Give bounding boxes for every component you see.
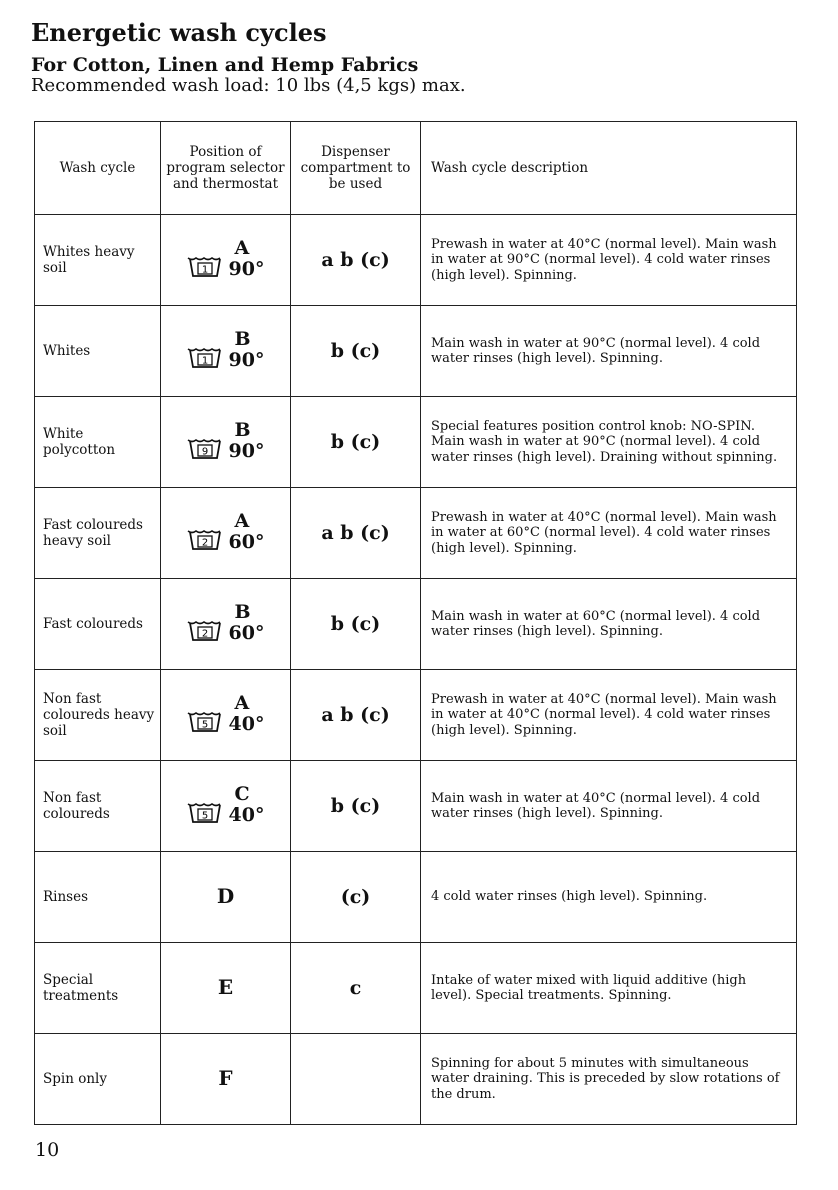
wash-tub-icon [187, 347, 223, 369]
cell-description: Spinning for about 5 minutes with simultaneous water draining. This is preceded by slow rotations of the drum. [421, 1034, 797, 1125]
cell-dispenser: b (c) [291, 761, 421, 852]
program-letter: E [217, 974, 234, 999]
cell-description: 4 cold water rinses (high level). Spinning. [421, 852, 797, 943]
cell-dispenser: b (c) [291, 306, 421, 397]
cell-program-position [161, 852, 291, 943]
tub-number: 5 [201, 810, 208, 822]
temperature: 90° [228, 440, 265, 462]
program-letter: D [216, 883, 235, 908]
cell-wash-cycle: Non fast coloureds [35, 761, 161, 852]
cell-dispenser: a b (c) [291, 215, 421, 306]
table-row [35, 852, 797, 943]
cell-program-position [161, 761, 291, 852]
table-row [35, 670, 797, 761]
cell-description: Intake of water mixed with liquid additive (high level). Special treatments. Spinning. [421, 943, 797, 1034]
program-letter: A [234, 510, 250, 532]
cell-program-position [161, 579, 291, 670]
tub-number: 1 [201, 264, 208, 276]
header-wash-cycle: Wash cycle [35, 122, 161, 215]
wash-tub-icon [187, 802, 223, 824]
cell-description: Prewash in water at 40°C (normal level). Main wash in water at 40°C (normal level). 4 cold water rinses (high level). Spinning. [421, 670, 797, 761]
cell-program-position [161, 943, 291, 1034]
cell-program-position [161, 1034, 291, 1125]
cell-description: Main wash in water at 60°C (normal level). 4 cold water rinses (high level). Spinning. [421, 579, 797, 670]
program-letter: B [234, 601, 251, 623]
cell-wash-cycle: Rinses [35, 852, 161, 943]
tub-number: 2 [201, 537, 208, 549]
table-row [35, 761, 797, 852]
cell-dispenser: b (c) [291, 579, 421, 670]
temperature: 60° [228, 622, 265, 644]
program-letter: A [234, 237, 250, 259]
program-letter: A [234, 692, 250, 714]
cell-description: Prewash in water at 40°C (normal level). Main wash in water at 60°C (normal level). 4 cold water rinses (high level). Spinning. [421, 488, 797, 579]
cell-description: Special features position control knob: NO-SPIN. Main wash in water at 90°C (normal level). 4 cold water rinses (high level). Draining without spinning. [421, 397, 797, 488]
temperature: 60° [228, 531, 265, 553]
cell-wash-cycle: Special treatments [35, 943, 161, 1034]
tub-number: 2 [201, 628, 208, 640]
table-row [35, 397, 797, 488]
cell-program-position [161, 488, 291, 579]
cell-wash-cycle: Fast coloureds [35, 579, 161, 670]
cell-program-position [161, 670, 291, 761]
cell-program-position [161, 215, 291, 306]
cell-wash-cycle: Fast coloureds heavy soil [35, 488, 161, 579]
cell-program-position [161, 306, 291, 397]
program-letter: B [234, 328, 251, 350]
wash-cycle-table [34, 121, 797, 1125]
cell-dispenser: (c) [291, 852, 421, 943]
page-number: 10 [35, 1139, 60, 1161]
wash-tub-icon [187, 711, 223, 733]
tub-number: 5 [201, 719, 208, 731]
temperature: 90° [228, 349, 265, 371]
wash-tub-icon [187, 256, 223, 278]
cell-dispenser: a b (c) [291, 670, 421, 761]
page-subtitle: For Cotton, Linen and Hemp Fabrics [31, 54, 419, 76]
cell-description: Prewash in water at 40°C (normal level). Main wash in water at 90°C (normal level). 4 cold water rinses (high level). Spinning. [421, 215, 797, 306]
table-row [35, 488, 797, 579]
cell-wash-cycle: White polycotton [35, 397, 161, 488]
cell-description: Main wash in water at 90°C (normal level). 4 cold water rinses (high level). Spinning. [421, 306, 797, 397]
cell-dispenser: b (c) [291, 397, 421, 488]
cell-dispenser: c [291, 943, 421, 1034]
cell-wash-cycle: Whites heavy soil [35, 215, 161, 306]
header-dispenser: Dispenser compartment to be used [291, 122, 421, 215]
table-row [35, 215, 797, 306]
cell-wash-cycle: Whites [35, 306, 161, 397]
header-position: Position of program selector and thermostat [161, 122, 291, 215]
cell-wash-cycle: Non fast coloureds heavy soil [35, 670, 161, 761]
page-title: Energetic wash cycles [31, 18, 327, 47]
temperature: 90° [228, 258, 265, 280]
cell-program-position [161, 397, 291, 488]
tub-number: 9 [201, 446, 208, 458]
table-row [35, 579, 797, 670]
program-letter: F [218, 1065, 233, 1090]
temperature: 40° [228, 713, 265, 735]
wash-tub-icon [187, 529, 223, 551]
temperature: 40° [228, 804, 265, 826]
cell-wash-cycle: Spin only [35, 1034, 161, 1125]
cell-dispenser: a b (c) [291, 488, 421, 579]
header-description: Wash cycle description [421, 122, 797, 215]
recommended-load: Recommended wash load: 10 lbs (4,5 kgs) max. [31, 75, 466, 96]
wash-tub-icon [187, 438, 223, 460]
table-row [35, 1034, 797, 1125]
wash-tub-icon [187, 620, 223, 642]
table-header-row [35, 122, 797, 215]
cell-description: Main wash in water at 40°C (normal level). 4 cold water rinses (high level). Spinning. [421, 761, 797, 852]
table-row [35, 306, 797, 397]
program-letter: B [234, 419, 251, 441]
table-row [35, 943, 797, 1034]
cell-dispenser [291, 1034, 421, 1125]
program-letter: C [234, 783, 250, 805]
tub-number: 1 [201, 355, 208, 367]
